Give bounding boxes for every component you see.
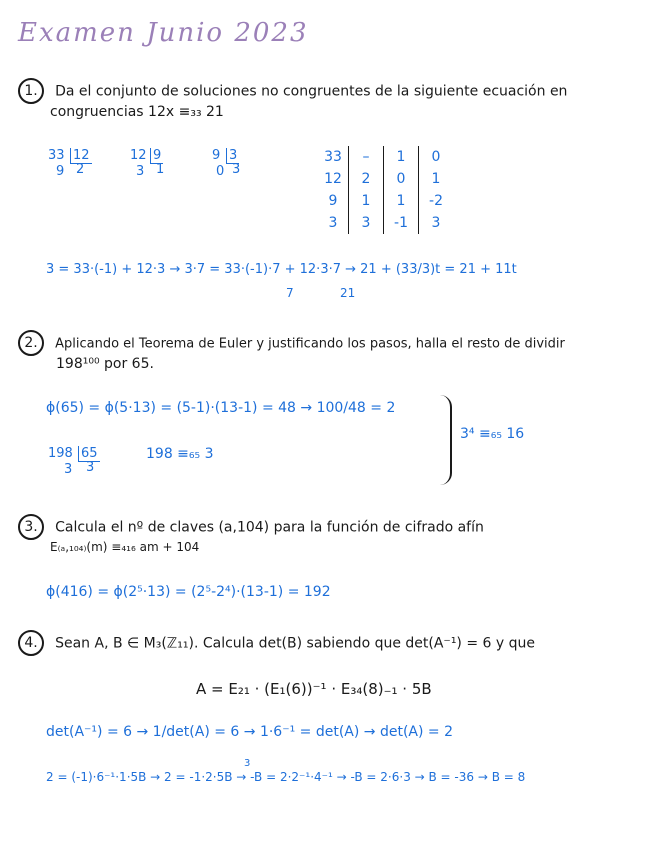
question-number: 2. xyxy=(18,330,44,356)
question-text: Sean A, B ∈ M₃(ℤ₁₁). Calcula det(B) sabiendo que det(A⁻¹) = 6 y que xyxy=(55,635,535,652)
question-text-line2: E₍ₐ,₁₀₄₎(m) ≡₄₁₆ am + 104 xyxy=(50,540,200,554)
table-row xyxy=(318,146,453,168)
q2-result: 3⁴ ≡₆₅ 16 xyxy=(460,426,525,442)
q4-work-b: 2 = (-1)·6⁻¹·1·5B → 2 = -1·2·5B → -B = 2·2⁻¹·4⁻¹ → -B = 2·6·3 → B = -36 → B = 8 xyxy=(46,770,526,784)
underbrace-label: 21 xyxy=(340,286,356,300)
remainder: 0 xyxy=(216,164,225,179)
q2-work-phi: ϕ(65) = ϕ(5·13) = (5-1)·(13-1) = 48 → 100/48 = 2 xyxy=(46,400,396,416)
dividend: 12 xyxy=(130,148,147,163)
question-text-line2: 198¹⁰⁰ por 65. xyxy=(56,356,154,372)
brace xyxy=(440,395,452,485)
question-text: Da el conjunto de soluciones no congruentes de la siguiente ecuación en xyxy=(55,83,568,100)
dividend: 198 xyxy=(48,446,73,461)
remainder: 9 xyxy=(56,164,65,179)
divisor: 12 xyxy=(70,148,92,164)
remainder: 3 xyxy=(136,164,145,179)
quotient: 3 xyxy=(232,162,241,177)
table-cell: 1 xyxy=(349,190,384,212)
table-cell: -1 xyxy=(384,212,419,234)
question-2 xyxy=(18,330,565,356)
table-row xyxy=(318,212,453,234)
superscript: 3 xyxy=(244,758,251,769)
dividend: 9 xyxy=(212,148,221,163)
divisor: 3 xyxy=(226,148,239,164)
table-cell: 3 xyxy=(419,212,454,234)
divisor: 65 xyxy=(78,446,100,462)
page-title: Examen Junio 2023 xyxy=(18,18,309,48)
question-text: Calcula el nº de claves (a,104) para la función de cifrado afín xyxy=(55,519,484,536)
table-cell: 12 xyxy=(324,171,342,187)
q3-work: ϕ(416) = ϕ(2⁵·13) = (2⁵-2⁴)·(13-1) = 192 xyxy=(46,584,331,600)
q4-work-det: det(A⁻¹) = 6 → 1/det(A) = 6 → 1·6⁻¹ = det(A) → det(A) = 2 xyxy=(46,724,453,740)
question-number: 3. xyxy=(18,514,44,540)
question-3 xyxy=(18,514,484,540)
division-box xyxy=(48,148,108,184)
question-4 xyxy=(18,630,535,656)
table-cell: 9 xyxy=(328,193,338,209)
table-cell: 33 xyxy=(324,149,342,165)
q2-congruence: 198 ≡₆₅ 3 xyxy=(146,446,214,462)
q1-work: 3 = 33·(-1) + 12·3 → 3·7 = 33·(-1)·7 + 12·3·7 → 21 + (33/3)t = 21 + 11t xyxy=(46,262,517,277)
table-cell: 1 xyxy=(384,190,419,212)
table-cell: 3 xyxy=(328,215,338,231)
question-number: 1. xyxy=(18,78,44,104)
table-cell: 1 xyxy=(419,168,454,190)
dividend: 33 xyxy=(48,148,65,163)
table-cell: 0 xyxy=(384,168,419,190)
divisor: 9 xyxy=(150,148,163,164)
question-text: Aplicando el Teorema de Euler y justificando los pasos, halla el resto de dividir xyxy=(55,336,565,352)
table-row xyxy=(318,168,453,190)
division-box xyxy=(130,148,190,184)
table-cell: -2 xyxy=(419,190,454,212)
quotient: 3 xyxy=(86,460,95,475)
remainder: 3 xyxy=(64,462,73,477)
table-row xyxy=(318,190,453,212)
question-text-line2: congruencias 12x ≡₃₃ 21 xyxy=(50,104,224,120)
question-1 xyxy=(18,78,567,104)
table-cell: 0 xyxy=(419,146,454,168)
table-cell: 2 xyxy=(349,168,384,190)
q4-equation: A = E₂₁ · (E₁(6))⁻¹ · E₃₄(8)₋₁ · 5B xyxy=(196,680,432,698)
quotient: 1 xyxy=(156,162,165,177)
quotient: 2 xyxy=(76,162,85,177)
table-cell: – xyxy=(349,146,384,168)
question-number: 4. xyxy=(18,630,44,656)
division-box xyxy=(212,148,272,184)
table-cell: 3 xyxy=(349,212,384,234)
underbrace-label: 7 xyxy=(286,286,294,300)
euclid-table xyxy=(318,146,453,234)
division-box xyxy=(48,446,118,482)
table-cell: 1 xyxy=(384,146,419,168)
